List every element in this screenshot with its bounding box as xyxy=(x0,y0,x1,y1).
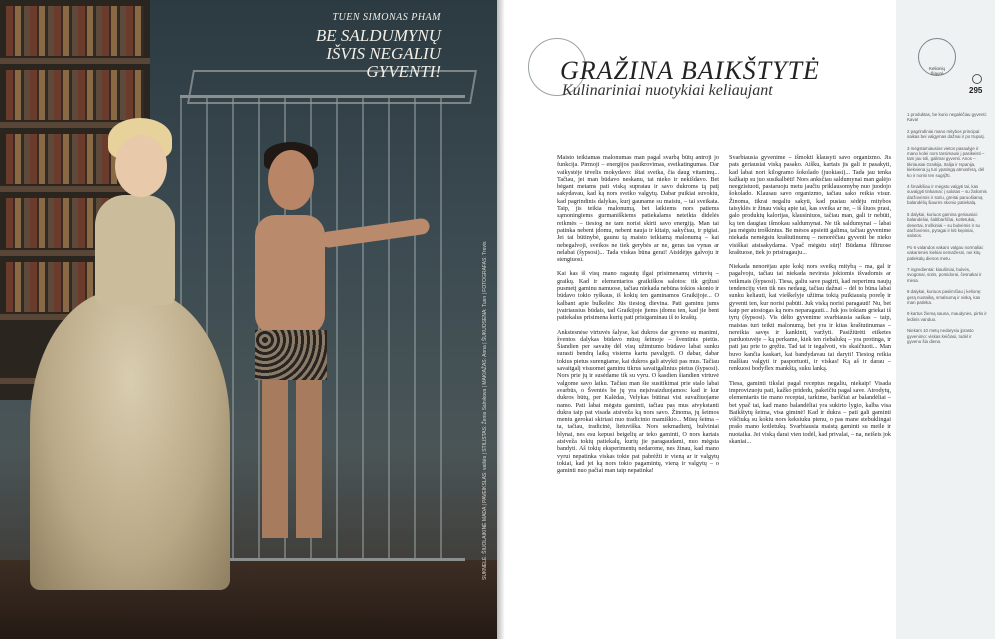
man-head xyxy=(268,150,314,210)
paragraph: Ankstesnėse virtuvės šalyse, kai dukros dar gyveno su manimi, šventos dalykas būdavo mūsų šeimoje – šventinis pietūs. Šiandien per savaitę dėl visų užimtumo būdavo labai sunku surasti bendrą laiką visiems kartu pavalgyti. O dabar, dabar tokius pietus surengiame, kai dukros gali atvykti pas mus. Tačiau savaitgalį visuomet gaminu tikrus savaitgalinius pietus (šypsosi). Nors prie jų ir susėdame tik su vyru. O kasdien šiandien virtuvė valgome savo laiku. Tačiau man šie susitikimai prie stalo labai svarbūs, o Šventės be jų yra neįsivaizduojamos: kad ir kur dukros būtų, per Kalėdas, Velykas būtinai visi suvažiuojame namo. Pati labai mėgstu gaminti, tačiau pas mus atvykstanti dukra taip pat visada atsiveža ką nors savo. Žinoma, jų šeimos meniu gerokai skiriasi nuo tradicinio mamiškio... Mūsų šeima – ta, tačiau, tradicinė, lietuviška. Nors sekmadienį, bulviniai blynai, nes esu kepusi beigelių ar teko gaminti, O nors kartais atsiveža tokių patiekalų, kurių jie paragaudami, nuo mėgsta bandyti. Aš tokių eksperimentų nedarome, nes žinau, kad mano vyrui nepatinka viskas tokie pat pabrėžti ir vieną ar ir valgytų tokiai, kad jei ką nors tokio pagamintų, vieną ir valgytų – o gaminti nuo pačiai man taip nepatinka! xyxy=(557,328,719,475)
credits-text: SUKNELĖ: ŠIUOLAIKINĖ MADA | PAVEIKSLAS: vaišės | STILISTAS: Ženia Salnikova | MAKIAŽAS: Anna | ŠUKUOSENA: Tuen | FOTOGRAFAS: Trevis xyxy=(482,241,488,580)
fact-item: 1 produktas, be kurio negalėčiau gyventi: Kava! xyxy=(907,112,987,123)
man-shorts xyxy=(255,330,327,380)
fact-item: 8 dalykai, kuriuos pasiimčiau į kelionę: gerą nuotaiką, smalsumą ir viską, kas man patinka. xyxy=(907,289,982,305)
man-legs xyxy=(262,378,322,538)
cover-photo xyxy=(0,0,497,639)
quote-author: TUEN SIMONAS PHAM xyxy=(332,12,441,23)
article-title: GRAŽINA BAIKŠTYTĖ xyxy=(560,56,820,85)
woman-head xyxy=(115,135,167,197)
page-circle-icon xyxy=(972,74,982,84)
fact-item: 7 ingredientai: kiaušiniai, bulvės, svogūnai, sūris, pomidorai, česnakai ir mėsa. xyxy=(907,266,982,283)
fact-item: 2 pagrindiniai mano mitybos principai: saikas bei valgymas dažnai ir po truputį. xyxy=(907,128,985,140)
article-column-2 xyxy=(729,154,891,452)
woman-bodice xyxy=(95,195,175,305)
page-number: 295 xyxy=(969,86,983,95)
paragraph: Maisto teikiamas malonumas man pagal svarbą būtų antroji jo funkcija. Pirmoji – energijos pasikrovimas, sveikatingumas. Dar vaikystėje tėvelis mokydavo: ištai sveika, čia daug vitaminų... Tačiau, jei man būdavo neskanu, tai nieko ir nekišdavo. Bet bėgant metams pati viską supratau ir savo dukroms tą patį sakydavau, kad ką nors sveiko valgytų. Dabar puikiai suvokiu, kad pagrindinis dalykas, kurį gauname su maistu, – tai sveikata. Taip, jis teikia malonumą, bet laikiems nors patiems sąmoningiems gurmaniškiems patiekalams neteikta didelės reikmės – tiesiog ne tam norisi skirti savo energiją. Man tai patinka nebent įdomu, nebent nauja ir kitaip, sakyčiau, ir pigiai. Jei tai būtinybė, gaunu tą maisto teikiamą malonumą – kai nebegalvoji, sveikos ne tiek gerybės ar ne, geras tas vynas ar nelabai (šypsosi)... Tada viskas būna gerai! Atsidėjęs galvoju ir stengiuosi. xyxy=(557,154,719,264)
woman-dress xyxy=(30,290,230,590)
fact-item: 3 mėgstamiausios vietos pasaulyje ir mano kolei nors tarsimausi į pasikeisti – tam jau toli, galimai gyventi. Anos – tikriausiai Graikija, Italija ir Ispanija, kiekviena jų turi ypatingą atmosferą, dėl ko ir norisi ten sugrįžti. xyxy=(907,145,985,178)
article-subtitle: Kulinariniai nuotykiai keliaujant xyxy=(562,82,773,99)
paragraph: Svarbiausia gyvenime – išmokti klausyti savo organizmo. Jis pats geriausiai viską pasako. Aišku, kartais jis gali ir pasakyti, kad labai nori kilogramo šokolado (juokiasi)... Tada jau tenka kažkaip su juo susikalbėti! Nors anksčiau saldumynai man galėjo neegzistuoti, pastaruoju metu jaučiu priklausomybę nuo juodojo šokolado. Klausau savo organizmo, tačiau sako reikia visur. Žinoma, tikrai negaliu sakyti, kad pusiau sėdėju mitybos taisyklės ir žinau viską apie tai, kas sveika ar ne, – iš šiuos prasi, galo produktų kalorijas, klausiniuos, tačiau man, gali ir nebūti, ką ten daugiau išmokau saldumynai. Ne tik saldumynai – labai jau mėgstu troškintus. Be mėsos apsieiti galima, tačiau gyvenime niekada nemėgsiu kraštutinumų – nenorėčiau gyventi be nieko visiškai atsisakydama. Vpač mėgstu sūrį! Būdama filtruose kraštuose, tiek jo prisiragauju... xyxy=(729,154,891,256)
logo-text: Kelionių Šiaurė xyxy=(928,66,945,76)
fact-item: 4 šmaikšiau ir mėgstu valgyti tai, kas suvalgyti tinkamai: į salotas – su žaliomis daržovėmis ir sūriu, greitai paruošiamą balandėlių šiaurės skonio patiekalą. xyxy=(907,184,987,206)
fact-item: Niekam 10 metų nedarysiu įprasto gyvenimo: viskas keičiasi, todėl ir gyvenu šia diena. xyxy=(907,328,974,344)
fact-item: Po 6 valandos vakaro valgau normaliai: vakarienės kiekiai nemažesni, nei kitų patiekalų dienos metu. xyxy=(907,244,984,261)
quote-text: BE SALDUMYNŲ IŠVIS NEGALIU GYVENTI! xyxy=(315,26,441,81)
sidebar-facts xyxy=(907,112,987,350)
article-column-1 xyxy=(557,154,719,481)
man-torso xyxy=(255,215,325,335)
paragraph: Niekada nenorėjau apie kokį nors sveiką mitybą – ma, gal ir pagalvoju, tačiau tai niekada nevirsta jokiomis išvadomis ar veikmais (šypsosi). Tiesa, galiu save pagirti, kad neperimu naujų tendencijų vien tik nes nedaug, tačiau dažnai – dėl to būna labai sunku keliauti, kai vieškelyje užiima tokią puikiausią porelę ir gyventi ten, kur norisi pabūti. Juk viską norisi paragauti! Nu, bet kaip per atostogas ką nors neparagauti... Juk jos tokiam griekai iš tyrų (šypsosi). Vis dėlto gyvenime svarbiausia saikas – taip, maistas turi teikti malonumą, bet yra ir kitas kraštutinumas – nereikia savęs ir kankinti, varžyti. Pasižiūrėti etiketes parduotuvėje – ką perkame, kiek ten riebalukų – yra protinga, ir pati jau prie to gręžiu. Tad tai ir tegalvoti, vis skaičiuoti... Man buvo kančia kaskart, kai bandydavau tai daryti! Tiesiog reikia malšiau valgyti ir pasportuoti, ir viskas! Ką aš ir darau – renkuosi bodyflex mankštą, suku lanką. xyxy=(729,263,891,373)
paragraph: Kai kas iš visų mano ragautų ilgai prisimenamų virtuvių – graikų. Kad ir elementarios graikiškos salotos: tik grįžusi pusmetį gaminu namuose, tačiau niekada nebūna tokios skonio ir būdavo tokio ryškaus, iš kokių ten gaminamos Graikijoje... O kalbant apie bulkelės: Jūs tiesiog dievina. Pati gaminu jums įvairiausius būdais, tad Graikijoje jiems įdomu ten, kad jie bent patiekalus prisimena kurių pati prisigaminau iš to kraštų. xyxy=(557,270,719,322)
paragraph: Tiesa, gaminti tikslai pagal receptus negaliu, niekaip! Visada improvizuoju pati, kažko pridedu, pakeičiu pagal save. Atrodytų, elementarūs tie mano receptai, tarkime, barščiai ar balandėliai – bet ypač tai, kad mano balandėliai yra sukirto lygio, kalba visa Baikštytų šeima, visa giminė! Kad ir dukra – pati gali gaminti viščiuką su kokiu nors keksiuku pienu, o pas mane stebuklingai prašo mano kotletukų. Svarbiausia maistą gaminti su meile ir nuotaika. Jei viską darai vien todėl, kad privalai, – na, neišeis jok skaniai... xyxy=(729,379,891,445)
photo-credits xyxy=(482,20,488,580)
fact-item: 9 kartus žiemą sauna, maudynės, pirtis ir ledinis vanduo. xyxy=(907,311,987,322)
page-gutter xyxy=(497,0,505,639)
pull-quote xyxy=(291,12,441,81)
books-row xyxy=(6,6,144,56)
fact-item: 5 dalykai, kuriuos gamina geriausiai: balandėliai, šaltibarščiai, kotletukai, desertai, troškiniai – su bulvėmis ir su daržovėmis, pyragai ir kiti kepiniai, salotos. xyxy=(907,211,980,239)
books-row xyxy=(6,70,144,120)
